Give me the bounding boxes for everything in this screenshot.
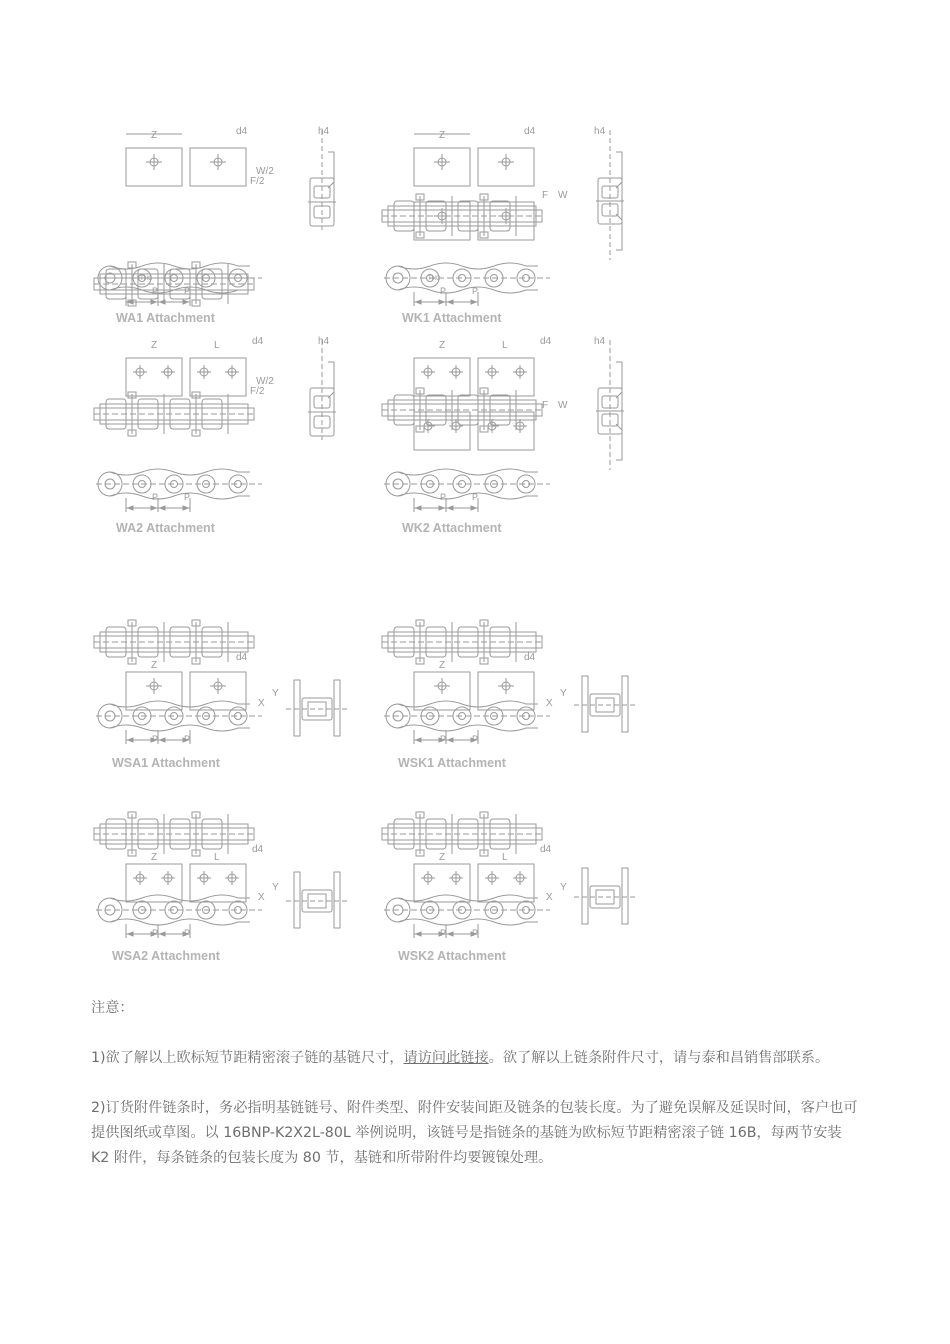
dim-p-label: P	[184, 286, 191, 296]
caption-wsa2: WSA2 Attachment	[112, 949, 220, 963]
dim-h4-label: h4	[594, 336, 606, 347]
wk2-drawing	[378, 332, 648, 532]
thc-mark: THC	[140, 276, 153, 282]
dim-h4-label: h4	[318, 126, 330, 137]
caption-wsk1: WSK1 Attachment	[398, 756, 506, 770]
dim-f2-label: F/2	[250, 386, 265, 397]
dim-p-label: P	[152, 734, 159, 744]
figure-wk2	[378, 332, 648, 532]
dim-l-label: L	[502, 852, 508, 863]
figure-wa1	[90, 122, 360, 332]
dim-p-label: P	[184, 734, 191, 744]
dim-l-label: L	[502, 340, 508, 351]
note-item-1	[91, 1046, 863, 1071]
dim-w2-label: W/2	[256, 166, 274, 177]
base-chain-dimensions-link[interactable]: 请访问此链接	[403, 1050, 489, 1066]
dim-h4-label: h4	[318, 336, 330, 347]
dim-p-label: P	[152, 492, 159, 502]
caption-wa1: WA1 Attachment	[116, 311, 215, 325]
dim-z-label: Z	[438, 130, 446, 141]
note-item-1-text-after: 。欲了解以上链条附件尺寸，请与泰和昌销售部联系。	[488, 1050, 830, 1066]
dim-d4-label: d4	[540, 844, 552, 855]
dim-l-label: L	[214, 340, 220, 351]
dim-p-label: P	[152, 928, 159, 938]
wsk1-drawing	[378, 596, 648, 756]
dim-d4-label: d4	[252, 844, 264, 855]
dim-w-label: W	[558, 400, 568, 411]
dim-l-label: L	[214, 852, 220, 863]
dim-w-label: W	[558, 190, 568, 201]
dim-p-label: P	[440, 734, 447, 744]
thc-mark: THC	[428, 276, 441, 282]
dim-p-label: P	[184, 928, 191, 938]
dim-p-label: P	[152, 286, 159, 296]
dim-x-label: X	[258, 892, 265, 903]
wsa2-drawing	[90, 788, 360, 948]
wsk2-drawing	[378, 788, 648, 948]
dim-f2-label: F/2	[250, 176, 265, 187]
dim-f-label: F	[542, 190, 549, 201]
wk1-drawing	[378, 122, 648, 332]
dim-y-label: Y	[560, 688, 567, 699]
dim-d4-label: d4	[236, 126, 248, 137]
figure-wsa2	[90, 788, 360, 948]
dim-p-label: P	[440, 492, 447, 502]
dim-x-label: X	[546, 892, 553, 903]
dim-z-label: Z	[438, 340, 446, 351]
dim-d4-label: d4	[236, 652, 248, 663]
dim-d4-label: d4	[540, 336, 552, 347]
caption-wa2: WA2 Attachment	[116, 521, 215, 535]
dim-d4-label: d4	[524, 126, 536, 137]
dim-h4-label: h4	[594, 126, 606, 137]
caption-wsa1: WSA1 Attachment	[112, 756, 220, 770]
note-item-2: 2)订货附件链条时，务必指明基链链号、附件类型、附件安装间距及链条的包装长度。为了避免误解及延误时间，客户也可提供图纸或草图。以 16BNP-K2X2L-80L 举例说明，该链号是指链条的基链为欧标短节距精密滚子链 16B，每两节安装 K2 附件，每条链条的包装长度为 80 节，基链和所带附件均要镀镍处理。	[91, 1100, 858, 1166]
dim-z-label: Z	[150, 660, 158, 671]
dim-p-label: P	[472, 492, 479, 502]
caption-wk2: WK2 Attachment	[402, 521, 502, 535]
dim-y-label: Y	[272, 688, 279, 699]
dim-z-label: Z	[150, 130, 158, 141]
dim-p-label: P	[440, 286, 447, 296]
dim-z-label: Z	[150, 340, 158, 351]
figure-wsk1	[378, 596, 648, 756]
dim-x-label: X	[258, 698, 265, 709]
dim-p-label: P	[472, 286, 479, 296]
dim-z-label: Z	[150, 852, 158, 863]
figure-wk1	[378, 122, 648, 332]
dim-d4-label: d4	[252, 336, 264, 347]
note-item-1-text-before: 1)欲了解以上欧标短节距精密滚子链的基链尺寸，	[91, 1050, 404, 1066]
dim-p-label: P	[472, 928, 479, 938]
wsa1-drawing	[90, 596, 360, 756]
dim-y-label: Y	[560, 882, 567, 893]
figure-wsa1	[90, 596, 360, 756]
figure-wa2	[90, 332, 360, 532]
dim-w2-label: W/2	[256, 376, 274, 387]
dim-y-label: Y	[272, 882, 279, 893]
caption-wsk2: WSK2 Attachment	[398, 949, 506, 963]
dim-x-label: X	[546, 698, 553, 709]
dim-z-label: Z	[438, 852, 446, 863]
wa1-drawing	[90, 122, 360, 332]
notes-heading: 注意：	[91, 1000, 134, 1016]
dim-p-label: P	[440, 928, 447, 938]
dim-f-label: F	[542, 400, 549, 411]
dim-p-label: P	[472, 734, 479, 744]
figure-wsk2	[378, 788, 648, 948]
dim-z-label: Z	[438, 660, 446, 671]
wa2-drawing	[90, 332, 360, 532]
dim-p-label: P	[184, 492, 191, 502]
notes-section	[91, 996, 863, 1196]
dim-d4-label: d4	[524, 652, 536, 663]
caption-wk1: WK1 Attachment	[402, 311, 502, 325]
